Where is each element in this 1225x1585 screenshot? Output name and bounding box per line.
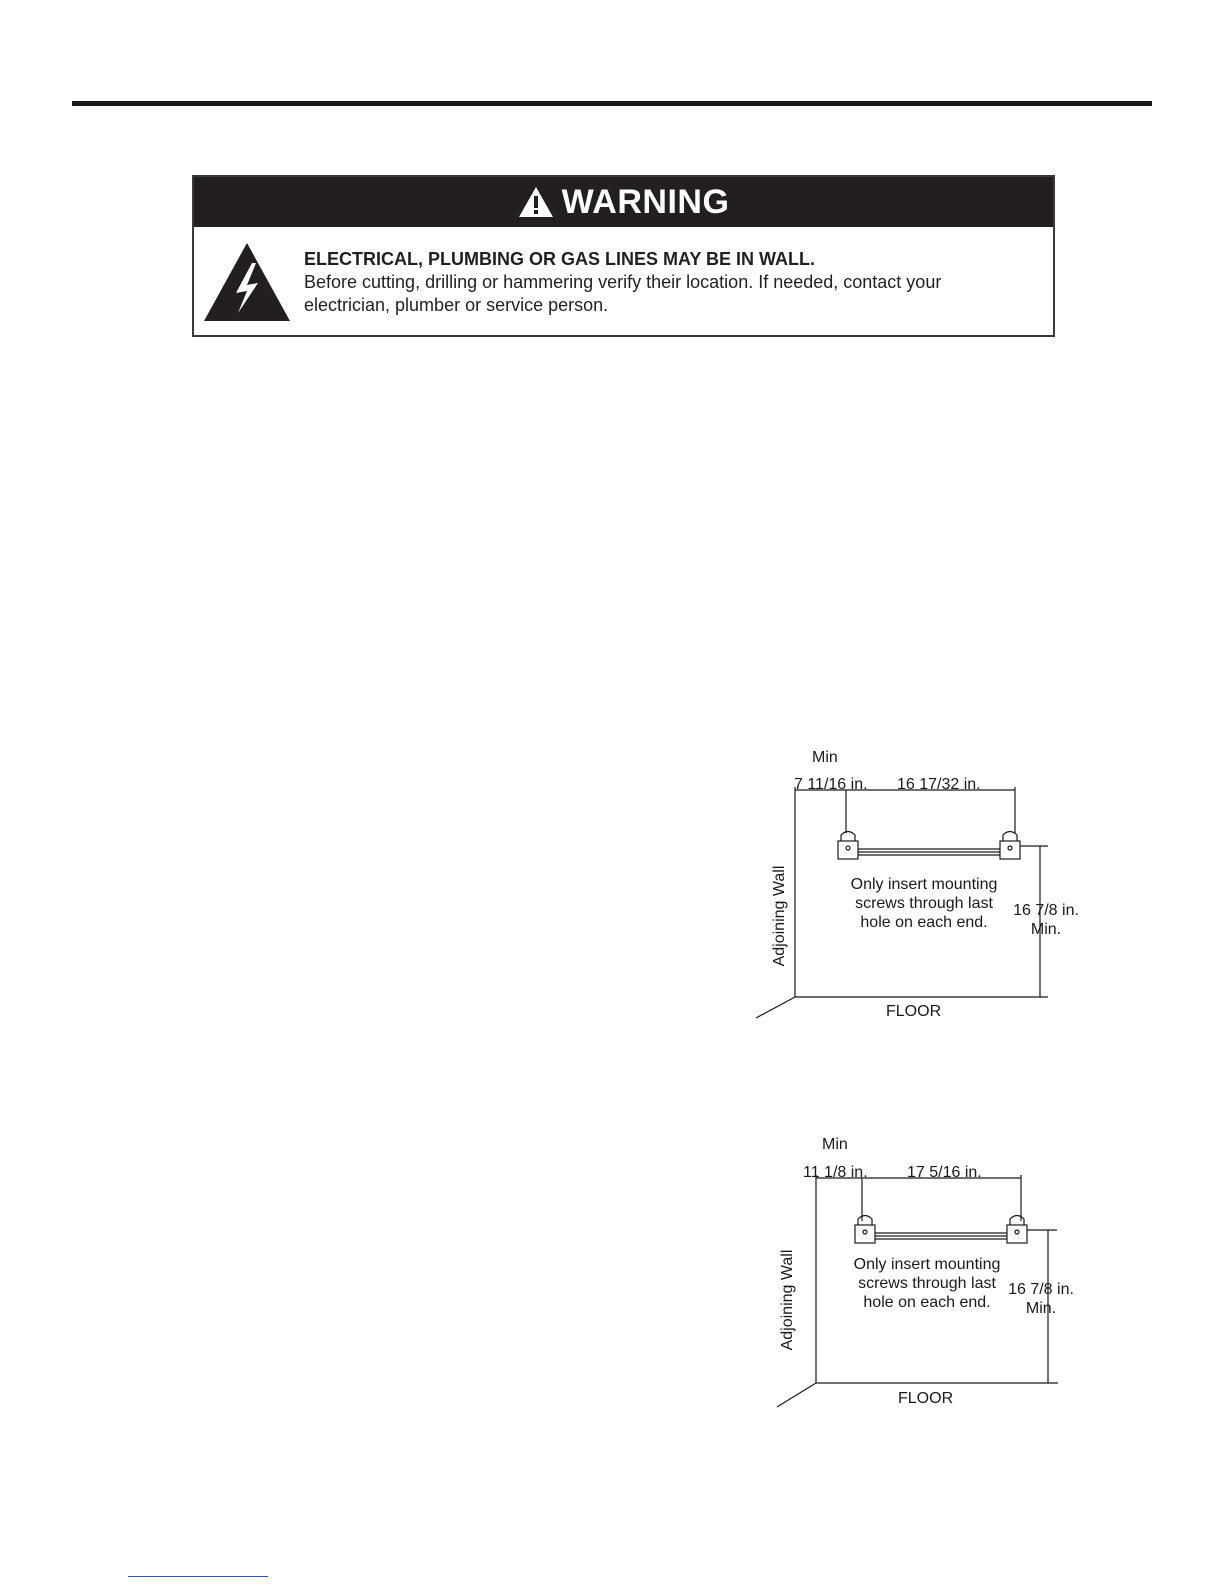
diagram-1-note-line: hole on each end. [860,914,988,931]
diagram-1-note-line: screws through last [855,895,993,912]
diagram-2-height-min: Min. [1025,1300,1057,1317]
diagram-1-height-value: 16 7/8 in. [1013,902,1079,919]
diagram-1-note [842,875,1006,932]
diagram-1-min-label: Min [812,749,838,766]
warning-triangle-icon [518,186,554,218]
diagram-1-span-dimension: 16 17/32 in. [897,776,981,793]
warning-title: WARNING [561,182,730,221]
mounting-diagram-2 [765,1133,1085,1413]
diagram-2-left-dimension: 11 1/8 in. [803,1164,868,1181]
diagram-2-note-line: hole on each end. [863,1294,991,1311]
diagram-2-height-value: 16 7/8 in. [1008,1281,1074,1298]
electric-shock-icon [202,241,292,323]
diagram-2-min-label: Min [822,1136,848,1153]
diagram-2-note-line: screws through last [858,1275,996,1292]
warning-header [194,177,1053,227]
diagram-1-note-line: Only insert mounting [850,876,998,893]
diagram-2-floor-label: FLOOR [898,1390,954,1407]
warning-headline: ELECTRICAL, PLUMBING OR GAS LINES MAY BE IN WALL. [304,249,816,269]
diagram-2-note-line: Only insert mounting [853,1256,1001,1273]
mounting-diagram-1 [750,745,1079,1025]
diagram-2-height-dimension [1001,1280,1081,1318]
top-rule [72,101,1152,106]
diagram-1-wall-label: Adjoining Wall [771,865,788,967]
diagram-2-wall-label: Adjoining Wall [779,1249,796,1351]
warning-body: Before cutting, drilling or hammering verify their location. If needed, contact your electrician, plumber or service person. [304,272,942,315]
diagram-1-height-dimension [1006,901,1086,939]
diagram-2-note [845,1255,1009,1312]
warning-box [192,175,1055,337]
footer-link-underline[interactable] [128,1576,268,1577]
diagram-2-span-dimension: 17 5/16 in. [907,1164,982,1181]
diagram-1-height-min: Min. [1030,921,1062,938]
diagram-1-left-dimension: 7 11/16 in. [794,776,868,793]
diagram-1-floor-label: FLOOR [886,1003,942,1020]
